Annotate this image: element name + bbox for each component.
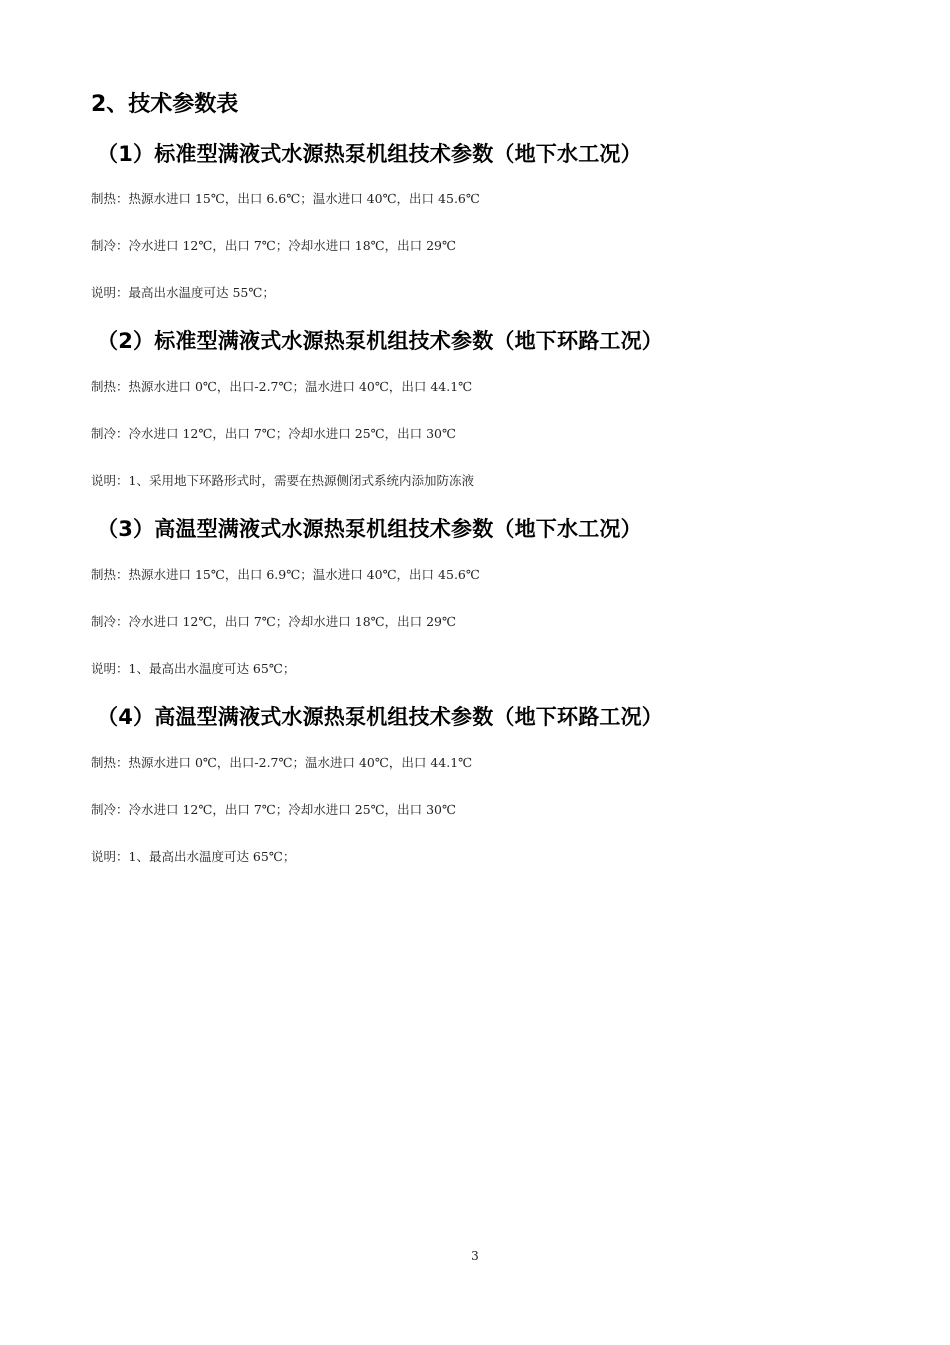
page-number: 3 — [471, 1249, 479, 1263]
section-3-note: 说明：1、最高出水温度可达 65℃； — [91, 661, 296, 676]
section-4-heating: 制热：热源水进口 0℃，出口-2.7℃；温水进口 40℃，出口 44.1℃ — [91, 755, 473, 770]
section-1-heating: 制热：热源水进口 15℃，出口 6.6℃；温水进口 40℃，出口 45.6℃ — [91, 191, 480, 206]
section-1-note: 说明：最高出水温度可达 55℃； — [91, 285, 275, 300]
section-2-title: （2）标准型满液式水源热泵机组技术参数（地下环路工况） — [97, 329, 664, 353]
section-2-cooling: 制冷：冷水进口 12℃，出口 7℃；冷却水进口 25℃，出口 30℃ — [91, 426, 456, 441]
section-3-cooling: 制冷：冷水进口 12℃，出口 7℃；冷却水进口 18℃，出口 29℃ — [91, 614, 456, 629]
section-3-heating: 制热：热源水进口 15℃，出口 6.9℃；温水进口 40℃，出口 45.6℃ — [91, 567, 480, 582]
page-title: 2、技术参数表 — [91, 92, 239, 117]
section-2-note: 说明：1、采用地下环路形式时，需要在热源侧闭式系统内添加防冻液 — [91, 473, 474, 488]
section-3-title: （3）高温型满液式水源热泵机组技术参数（地下水工况） — [97, 517, 642, 541]
section-1-cooling: 制冷：冷水进口 12℃，出口 7℃；冷却水进口 18℃，出口 29℃ — [91, 238, 456, 253]
section-4-cooling: 制冷：冷水进口 12℃，出口 7℃；冷却水进口 25℃，出口 30℃ — [91, 802, 456, 817]
section-4-title: （4）高温型满液式水源热泵机组技术参数（地下环路工况） — [97, 705, 664, 729]
section-4-note: 说明：1、最高出水温度可达 65℃； — [91, 849, 296, 864]
section-2-heating: 制热：热源水进口 0℃，出口-2.7℃；温水进口 40℃，出口 44.1℃ — [91, 379, 473, 394]
section-1-title: （1）标准型满液式水源热泵机组技术参数（地下水工况） — [97, 142, 642, 166]
